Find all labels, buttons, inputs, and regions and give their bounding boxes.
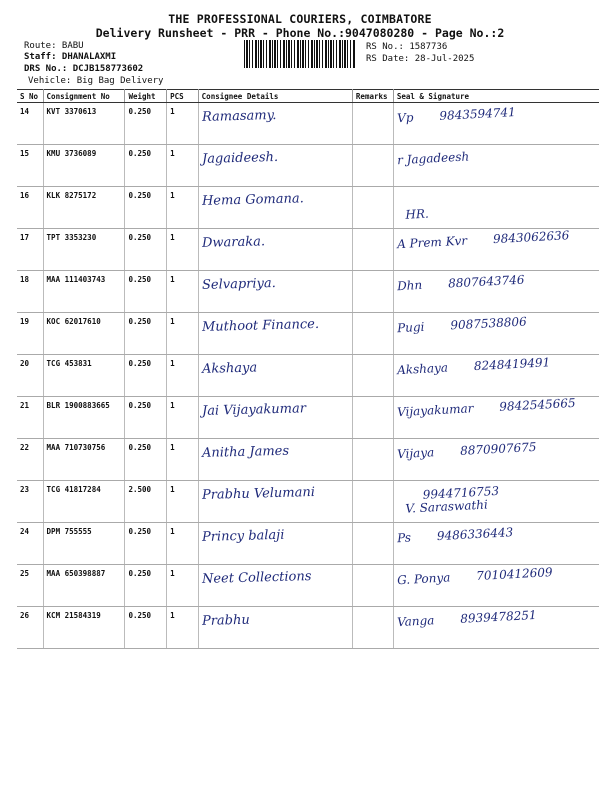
consignee-handwriting: Jagaideesh.: [201, 149, 278, 167]
cell-consignee: [198, 313, 352, 355]
cell-pcs: 1: [167, 439, 199, 481]
cell-remarks: [352, 523, 393, 565]
col-header-sno: S No: [17, 90, 43, 103]
cell-pcs: 1: [167, 103, 199, 145]
table-row: [17, 271, 599, 313]
col-header-consignee: Consignee Details: [198, 90, 352, 103]
cell-weight: 0.250: [125, 439, 167, 481]
signature-mark: r Jagadeesh: [396, 149, 470, 168]
cell-pcs: 1: [167, 145, 199, 187]
cell-sno: 23: [17, 481, 43, 523]
vehicle-label: Vehicle: Big Bag Delivery: [28, 76, 164, 86]
consignee-handwriting: Prabhu: [201, 612, 250, 629]
cell-consignment-no: KMU 3736089: [43, 145, 125, 187]
table-row: [17, 229, 599, 271]
cell-remarks: [352, 439, 393, 481]
cell-consignee: [198, 439, 352, 481]
cell-signature: [393, 481, 599, 523]
signature-phone: 8807643746: [447, 272, 525, 291]
consignee-handwriting: Selvapriya.: [201, 275, 276, 293]
signature-handwriting: [397, 564, 597, 587]
cell-consignment-no: TCG 41817284: [43, 481, 125, 523]
cell-sno: 24: [17, 523, 43, 565]
cell-consignee: [198, 103, 352, 145]
cell-signature: [393, 313, 599, 355]
table-row: [17, 313, 599, 355]
cell-consignment-no: KCM 21584319: [43, 607, 125, 649]
cell-remarks: [352, 313, 393, 355]
cell-consignment-no: TPT 3353230: [43, 229, 125, 271]
table-row: [17, 103, 599, 145]
signature-mark: Ps: [396, 530, 412, 546]
table-row: [17, 565, 599, 607]
cell-consignee: [198, 229, 352, 271]
col-header-weight: Weight: [125, 90, 167, 103]
runsheet-table: [17, 89, 599, 649]
consignee-handwriting: Muthoot Finance.: [201, 316, 319, 335]
cell-remarks: [352, 187, 393, 229]
barcode-image: [244, 40, 356, 68]
cell-consignment-no: MAA 111403743: [43, 271, 125, 313]
signature-mark: Akshaya: [396, 360, 449, 378]
cell-sno: 18: [17, 271, 43, 313]
signature-mark: Dhn: [396, 277, 423, 294]
table-row: [17, 481, 599, 523]
cell-pcs: 1: [167, 481, 199, 523]
cell-consignee: [198, 271, 352, 313]
cell-pcs: 1: [167, 229, 199, 271]
signature-phone: 7010412609: [475, 565, 553, 584]
consignee-handwriting: Princy balaji: [201, 527, 285, 545]
cell-sno: 25: [17, 565, 43, 607]
signature-phone: 8248419491: [473, 355, 551, 374]
cell-weight: 0.250: [125, 229, 167, 271]
cell-consignee: [198, 397, 352, 439]
consignee-handwriting: Hema Gomana.: [201, 191, 304, 209]
cell-remarks: [352, 481, 393, 523]
cell-consignee: [198, 523, 352, 565]
signature-handwriting: [397, 144, 597, 167]
signature-phone: 9842545665: [498, 395, 576, 414]
signature-extra: HR.: [404, 206, 429, 222]
cell-pcs: 1: [167, 523, 199, 565]
signature-handwriting: [396, 480, 596, 516]
signature-mark: Vanga: [396, 613, 435, 630]
table-row: [17, 187, 599, 229]
signature-handwriting: [396, 186, 596, 222]
signature-handwriting: [397, 438, 597, 461]
cell-consignee: [198, 145, 352, 187]
signature-mark: Vijaya: [396, 445, 435, 462]
route-label: Route: BABU: [24, 41, 84, 51]
signature-phone: 9843062636: [492, 228, 570, 247]
table-row: [17, 145, 599, 187]
cell-remarks: [352, 397, 393, 439]
cell-signature: [393, 103, 599, 145]
signature-mark: [396, 195, 397, 209]
cell-weight: 0.250: [125, 187, 167, 229]
cell-pcs: 1: [167, 397, 199, 439]
table-header-row: [17, 90, 599, 103]
table-row: [17, 523, 599, 565]
signature-phone: 8870907675: [459, 439, 537, 458]
cell-sno: 20: [17, 355, 43, 397]
drs-number: DRS No.: DCJB158773602: [24, 64, 144, 74]
rs-date: RS Date: 28-Jul-2025: [366, 54, 475, 64]
cell-remarks: [352, 565, 393, 607]
col-header-signature: Seal & Signature: [393, 90, 599, 103]
cell-weight: 0.250: [125, 397, 167, 439]
signature-handwriting: [397, 522, 597, 545]
cell-pcs: 1: [167, 187, 199, 229]
cell-signature: [393, 607, 599, 649]
signature-phone: 9843594741: [438, 105, 516, 123]
signature-handwriting: [397, 270, 597, 293]
cell-weight: 0.250: [125, 607, 167, 649]
cell-consignment-no: KOC 62017610: [43, 313, 125, 355]
cell-remarks: [352, 271, 393, 313]
cell-remarks: [352, 229, 393, 271]
consignee-handwriting: Ramasamy.: [201, 107, 277, 125]
signature-handwriting: [397, 102, 597, 125]
signature-handwriting: [397, 312, 597, 335]
signature-phone: [422, 194, 423, 208]
cell-sno: 17: [17, 229, 43, 271]
signature-handwriting: [397, 396, 597, 419]
table-row: [17, 355, 599, 397]
signature-mark: A Prem Kvr: [396, 233, 468, 252]
consignee-handwriting: Anitha James: [201, 443, 289, 461]
cell-remarks: [352, 355, 393, 397]
signature-mark: [396, 489, 397, 503]
cell-weight: 0.250: [125, 523, 167, 565]
cell-consignment-no: KVT 3370613: [43, 103, 125, 145]
table-row: [17, 397, 599, 439]
cell-consignee: [198, 355, 352, 397]
signature-handwriting: [397, 354, 597, 377]
cell-signature: [393, 397, 599, 439]
cell-signature: [393, 145, 599, 187]
cell-consignee: [198, 607, 352, 649]
consignee-handwriting: Prabhu Velumani: [201, 484, 315, 503]
cell-consignment-no: DPM 755555: [43, 523, 125, 565]
cell-weight: 0.250: [125, 145, 167, 187]
cell-sno: 19: [17, 313, 43, 355]
cell-weight: 0.250: [125, 271, 167, 313]
cell-sno: 15: [17, 145, 43, 187]
cell-weight: 2.500: [125, 481, 167, 523]
cell-signature: [393, 439, 599, 481]
cell-consignee: [198, 187, 352, 229]
table-row: [17, 607, 599, 649]
consignee-handwriting: Akshaya: [201, 360, 258, 377]
cell-consignment-no: TCG 453831: [43, 355, 125, 397]
cell-sno: 16: [17, 187, 43, 229]
cell-sno: 21: [17, 397, 43, 439]
cell-weight: 0.250: [125, 565, 167, 607]
cell-signature: [393, 523, 599, 565]
cell-weight: 0.250: [125, 103, 167, 145]
rs-number: RS No.: 1587736: [366, 42, 448, 52]
cell-sno: 22: [17, 439, 43, 481]
cell-pcs: 1: [167, 355, 199, 397]
signature-extra: V. Saraswathi: [404, 497, 488, 516]
cell-pcs: 1: [167, 607, 199, 649]
signature-phone: 9944716753: [422, 483, 500, 502]
cell-remarks: [352, 103, 393, 145]
signature-phone: 8939478251: [459, 607, 537, 626]
signature-mark: Vp: [396, 110, 414, 126]
col-header-pcs: PCS: [167, 90, 199, 103]
cell-signature: [393, 355, 599, 397]
cell-consignee: [198, 481, 352, 523]
cell-signature: [393, 229, 599, 271]
consignee-handwriting: Dwaraka.: [201, 234, 265, 251]
signature-mark: G. Ponya: [396, 570, 451, 588]
cell-consignment-no: MAA 710730756: [43, 439, 125, 481]
cell-signature: [393, 565, 599, 607]
cell-consignment-no: BLR 1900883665: [43, 397, 125, 439]
cell-signature: [393, 187, 599, 229]
company-title: THE PROFESSIONAL COURIERS, COIMBATORE: [168, 12, 432, 26]
cell-sno: 26: [17, 607, 43, 649]
col-header-consignment: Consignment No: [43, 90, 125, 103]
cell-pcs: 1: [167, 313, 199, 355]
cell-sno: 14: [17, 103, 43, 145]
signature-mark: Pugi: [396, 319, 425, 336]
cell-pcs: 1: [167, 565, 199, 607]
runsheet-subtitle: Delivery Runsheet - PRR - Phone No.:9047080280 - Page No.:2: [95, 26, 505, 40]
signature-phone: [495, 148, 496, 162]
cell-consignment-no: MAA 650398887: [43, 565, 125, 607]
cell-remarks: [352, 145, 393, 187]
signature-phone: 9087538806: [449, 314, 527, 333]
col-header-remarks: Remarks: [352, 90, 393, 103]
cell-remarks: [352, 607, 393, 649]
consignee-handwriting: Jai Vijayakumar: [201, 401, 306, 419]
cell-weight: 0.250: [125, 355, 167, 397]
signature-mark: Vijayakumar: [396, 401, 474, 420]
signature-handwriting: [397, 606, 597, 629]
staff-label: Staff: DHANALAXMI: [24, 52, 117, 62]
cell-weight: 0.250: [125, 313, 167, 355]
cell-consignee: [198, 565, 352, 607]
signature-phone: 9486336443: [436, 525, 514, 544]
cell-signature: [393, 271, 599, 313]
consignee-handwriting: Neet Collections: [201, 569, 312, 587]
signature-handwriting: [397, 228, 597, 251]
cell-pcs: 1: [167, 271, 199, 313]
cell-consignment-no: KLK 8275172: [43, 187, 125, 229]
table-row: [17, 439, 599, 481]
